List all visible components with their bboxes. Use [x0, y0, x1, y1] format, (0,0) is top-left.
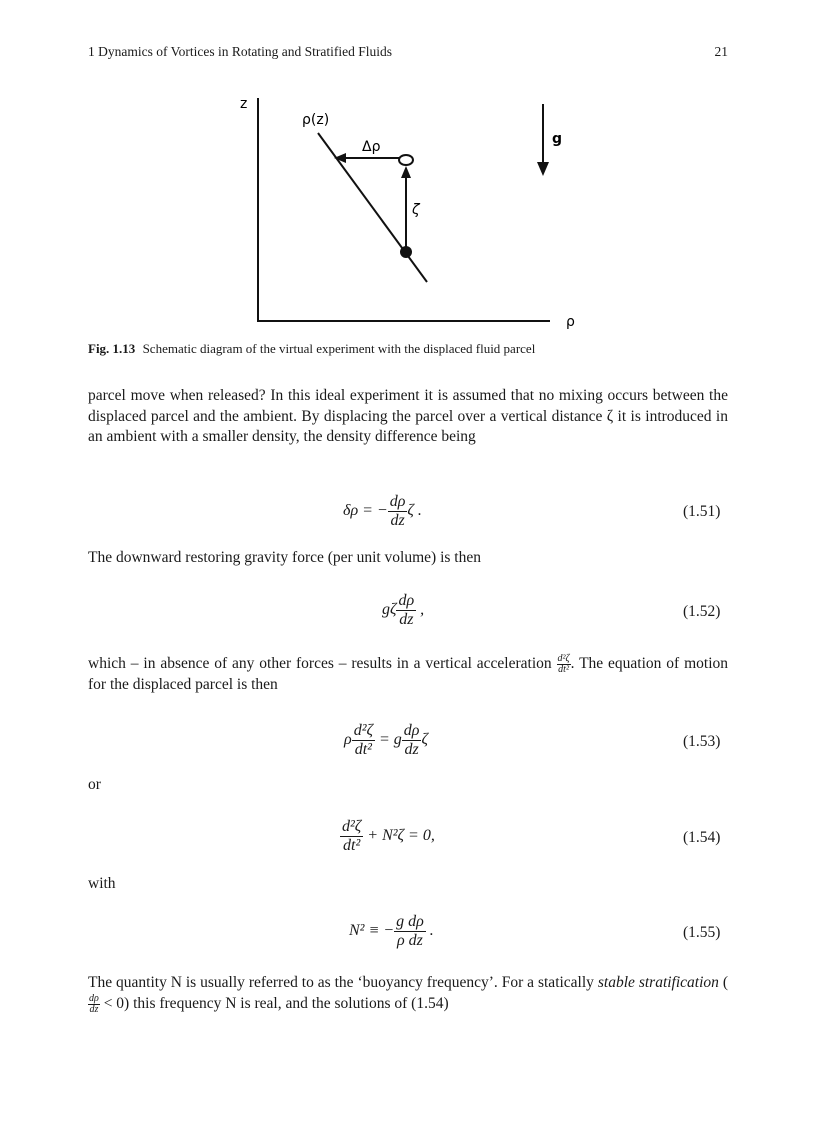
running-title: 1 Dynamics of Vortices in Rotating and Stratified Fluids: [88, 44, 392, 59]
inline-acceleration: $\frac{\text{d²ζ}}{\text{dt²}}$: [557, 653, 570, 675]
equation-number-1-51: (1.51): [683, 503, 721, 520]
rho-axis-label: ρ: [566, 314, 575, 330]
equation-number-1-55: (1.55): [683, 924, 721, 941]
paragraph-4: The quantity N is usually referred to as the ‘buoyancy frequency’. For a statically stable stratification ( $\frac{d\rho}{dz}$ < 0) this frequency N is real, and the solutions of (1.54): [88, 974, 729, 1015]
equation-1-54: $\frac{\text{d²ζ}}{\text{dt²}}$ + N²ζ = 0,: [342, 818, 435, 854]
inline-drho-dz: $\frac{d\rho}{dz}$: [89, 992, 99, 1015]
equation-1-51: δρ = − $\frac{d\rho}{dz}$ ζ .: [343, 493, 422, 529]
paragraph-1: parcel move when released? In this ideal experiment it is assumed that no mixing occurs between the displaced parcel and the ambient. By displacing the parcel over a vertical distance ζ it is introduced in an ambient with a smaller density, the density difference being: [88, 387, 728, 445]
equation-number-1-54: (1.54): [683, 829, 721, 846]
paragraph-2: The downward restoring gravity force (per unit volume) is then: [88, 549, 481, 566]
paragraph-3: which – in absence of any other forces – results in a vertical acceleration $\frac{\text{d²ζ}}{\text{dt²}}$ . The equation of motion for the displaced parcel is then: [88, 653, 729, 693]
zeta-label: ζ: [412, 202, 420, 218]
original-parcel: [400, 246, 412, 258]
caption-text: Schematic diagram of the virtual experiment with the displaced fluid parcel: [142, 341, 536, 356]
equation-1-52: gζ $\frac{d\rho}{dz}$ ,: [382, 592, 425, 628]
gravity-label: g: [552, 131, 563, 147]
page-number: 21: [714, 44, 728, 59]
delta-rho-label: Δρ: [362, 139, 381, 155]
gravity-arrowhead: [537, 162, 549, 176]
caption-label: Fig. 1.13: [88, 341, 136, 356]
figure-caption: [88, 341, 535, 357]
equation-number-1-53: (1.53): [683, 733, 721, 750]
zeta-arrowhead: [401, 166, 411, 178]
or-text: or: [88, 776, 101, 793]
z-axis-label: z: [240, 96, 248, 112]
equation-1-55: N² ≡ − $\frac{\text{g dρ}}{\text{ρ dz}}$ .: [349, 913, 434, 949]
with-text: with: [88, 875, 116, 892]
figure-1-13: [0, 0, 816, 340]
equation-1-53: ρ $\frac{\text{d²ζ}}{\text{dt²}}$ = g $\frac{d\rho}{dz}$ ζ: [344, 722, 428, 758]
equation-number-1-52: (1.52): [683, 603, 721, 620]
displaced-parcel: [399, 155, 413, 165]
profile-label: ρ(z): [302, 112, 330, 128]
